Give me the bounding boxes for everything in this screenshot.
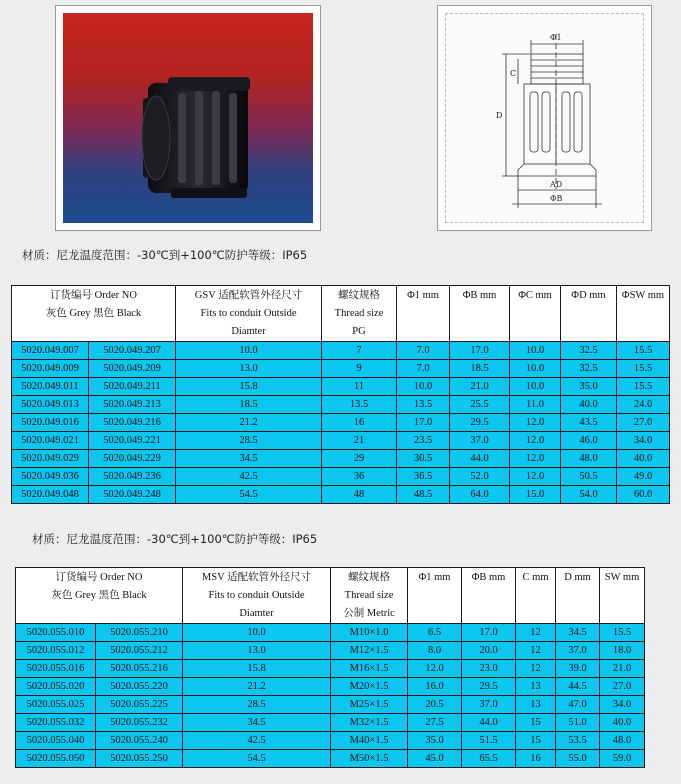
table-cell: 5020.049.016 — [12, 414, 89, 432]
header-phid: ΦD mm — [561, 286, 617, 342]
table-cell: 45.0 — [408, 750, 462, 768]
msv-spec-table — [15, 567, 645, 768]
table-cell: 48.0 — [600, 732, 645, 750]
table-cell: 10.0 — [510, 378, 561, 396]
table-cell: 20.0 — [462, 642, 516, 660]
table-cell: 53.5 — [556, 732, 600, 750]
table-cell: 5020.049.248 — [89, 486, 176, 504]
table-cell: 12.0 — [510, 414, 561, 432]
table-cell: 5020.049.011 — [12, 378, 89, 396]
table-cell: 48 — [322, 486, 397, 504]
table-cell: 64.0 — [450, 486, 510, 504]
table-cell: 44.0 — [450, 450, 510, 468]
table-cell: 5020.055.010 — [16, 624, 96, 642]
msv-table-body — [16, 624, 645, 768]
table-cell: 5020.049.009 — [12, 360, 89, 378]
table-cell: 21.0 — [600, 660, 645, 678]
table-cell: M20×1.5 — [331, 678, 408, 696]
table-cell: 10.0 — [510, 360, 561, 378]
table-cell: 40.0 — [617, 450, 670, 468]
table-row — [12, 468, 670, 486]
table-cell: 34.0 — [600, 696, 645, 714]
table-row — [16, 624, 645, 642]
table-cell: 54.5 — [176, 486, 322, 504]
table-cell: 5020.049.229 — [89, 450, 176, 468]
table-cell: 12.0 — [510, 468, 561, 486]
table-cell: 5020.055.012 — [16, 642, 96, 660]
table-row — [16, 696, 645, 714]
table-cell: 18.0 — [600, 642, 645, 660]
material-spec-msv: 材质：尼龙温度范围：-30℃到+100℃防护等级：IP65 — [32, 532, 318, 546]
table-row — [12, 432, 670, 450]
table-cell: 54.0 — [561, 486, 617, 504]
table-cell: 15.5 — [617, 342, 670, 360]
table-cell: M32×1.5 — [331, 714, 408, 732]
table-cell: 27.0 — [617, 414, 670, 432]
table-cell: 20.5 — [408, 696, 462, 714]
table-cell: 36.5 — [397, 468, 450, 486]
table-cell: 55.0 — [556, 750, 600, 768]
table-cell: 5020.049.048 — [12, 486, 89, 504]
connector-photo-graphic — [63, 13, 313, 223]
table-row — [16, 714, 645, 732]
table-cell: 39.0 — [556, 660, 600, 678]
table-cell: 13.5 — [397, 396, 450, 414]
table-row — [16, 732, 645, 750]
table-cell: 7.0 — [397, 342, 450, 360]
table-row — [12, 450, 670, 468]
table-cell: 23.0 — [462, 660, 516, 678]
table-cell: 29.5 — [450, 414, 510, 432]
header-sw: SW mm — [600, 568, 645, 624]
table-cell: 11 — [322, 378, 397, 396]
table-cell: 49.0 — [617, 468, 670, 486]
table-row — [12, 414, 670, 432]
header-conduit-size: MSV 适配软管外径尺寸 Fits to conduit Outside Diamter — [183, 568, 331, 624]
product-photo — [63, 13, 313, 223]
table-cell: 34.0 — [617, 432, 670, 450]
table-cell: 5020.049.213 — [89, 396, 176, 414]
table-cell: 54.5 — [183, 750, 331, 768]
header-phi1: Φ1 mm — [408, 568, 462, 624]
table-cell: 8.0 — [408, 642, 462, 660]
header-phisw: ΦSW mm — [617, 286, 670, 342]
table-cell: 5020.049.036 — [12, 468, 89, 486]
table-cell: 6.5 — [408, 624, 462, 642]
table-cell: 12.0 — [510, 450, 561, 468]
table-cell: M40×1.5 — [331, 732, 408, 750]
table-cell: 13 — [516, 696, 556, 714]
table-row — [12, 360, 670, 378]
table-cell: 17.0 — [397, 414, 450, 432]
table-cell: 5020.055.232 — [96, 714, 183, 732]
table-cell: 16 — [322, 414, 397, 432]
gsv-spec-table — [11, 285, 670, 504]
table-row — [12, 486, 670, 504]
table-cell: 13 — [516, 678, 556, 696]
table-cell: 16.0 — [408, 678, 462, 696]
table-cell: M16×1.5 — [331, 660, 408, 678]
table-cell: 7.0 — [397, 360, 450, 378]
header-order-no: 订货编号 Order NO 灰色 Grey 黑色 Black — [12, 286, 176, 342]
table-cell: 12 — [516, 660, 556, 678]
table-cell: 12 — [516, 642, 556, 660]
technical-drawing — [445, 13, 644, 223]
table-cell: 15.0 — [510, 486, 561, 504]
table-cell: 5020.055.240 — [96, 732, 183, 750]
table-cell: 52.0 — [450, 468, 510, 486]
technical-drawing-frame — [437, 5, 652, 231]
drawing-label-ad: AD — [550, 180, 563, 189]
material-spec-gsv: 材质：尼龙温度范围：-30℃到+100℃防护等级：IP65 — [22, 248, 308, 262]
table-cell: 18.5 — [450, 360, 510, 378]
table-cell: 5020.049.007 — [12, 342, 89, 360]
table-cell: 21.2 — [183, 678, 331, 696]
table-row — [16, 660, 645, 678]
table-cell: 10.0 — [510, 342, 561, 360]
table-cell: 5020.049.207 — [89, 342, 176, 360]
table-cell: 35.0 — [408, 732, 462, 750]
table-cell: 9 — [322, 360, 397, 378]
table-cell: 5020.055.050 — [16, 750, 96, 768]
table-cell: M12×1.5 — [331, 642, 408, 660]
table-cell: 48.5 — [397, 486, 450, 504]
table-cell: 15.5 — [600, 624, 645, 642]
table-cell: 17.0 — [462, 624, 516, 642]
table-cell: 5020.049.209 — [89, 360, 176, 378]
table-cell: 17.0 — [450, 342, 510, 360]
table-cell: 11.0 — [510, 396, 561, 414]
table-cell: 40.0 — [561, 396, 617, 414]
drawing-label-c: C — [510, 69, 517, 78]
table-cell: 5020.049.021 — [12, 432, 89, 450]
table-cell: 18.5 — [176, 396, 322, 414]
table-cell: 30.5 — [397, 450, 450, 468]
header-phib: ΦB mm — [450, 286, 510, 342]
drawing-label-phi1: Φ1 — [550, 33, 562, 42]
table-cell: 25.5 — [450, 396, 510, 414]
table-cell: 21 — [322, 432, 397, 450]
table-row — [16, 750, 645, 768]
table-cell: 65.5 — [462, 750, 516, 768]
table-cell: 29 — [322, 450, 397, 468]
table-cell: 21.0 — [450, 378, 510, 396]
drawing-label-d: D — [496, 111, 503, 120]
table-cell: 27.0 — [600, 678, 645, 696]
table-cell: 5020.055.025 — [16, 696, 96, 714]
table-row — [16, 642, 645, 660]
table-cell: 5020.055.216 — [96, 660, 183, 678]
table-cell: 34.5 — [176, 450, 322, 468]
table-cell: 5020.055.210 — [96, 624, 183, 642]
table-cell: 5020.055.032 — [16, 714, 96, 732]
table-cell: 15 — [516, 714, 556, 732]
table-cell: 51.0 — [556, 714, 600, 732]
table-cell: 5020.055.225 — [96, 696, 183, 714]
header-phi1: Φ1 mm — [397, 286, 450, 342]
table-row — [16, 678, 645, 696]
table-cell: 37.0 — [450, 432, 510, 450]
header-thread-size: 螺纹规格 Thread size PG — [322, 286, 397, 342]
table-cell: 5020.055.040 — [16, 732, 96, 750]
table-header-row — [16, 568, 645, 624]
table-cell: 15 — [516, 732, 556, 750]
table-cell: 36 — [322, 468, 397, 486]
table-cell: 10.0 — [176, 342, 322, 360]
table-cell: 13.0 — [176, 360, 322, 378]
table-cell: 34.5 — [183, 714, 331, 732]
table-cell: 15.5 — [617, 360, 670, 378]
table-cell: 32.5 — [561, 360, 617, 378]
table-cell: 5020.055.212 — [96, 642, 183, 660]
table-cell: 10.0 — [397, 378, 450, 396]
table-cell: 42.5 — [183, 732, 331, 750]
table-cell: 24.0 — [617, 396, 670, 414]
table-cell: 5020.049.216 — [89, 414, 176, 432]
table-cell: 60.0 — [617, 486, 670, 504]
table-cell: M50×1.5 — [331, 750, 408, 768]
gsv-table-body — [12, 342, 670, 504]
header-phic: ΦC mm — [510, 286, 561, 342]
table-cell: 5020.055.220 — [96, 678, 183, 696]
table-cell: 5020.049.211 — [89, 378, 176, 396]
table-cell: 15.5 — [617, 378, 670, 396]
table-cell: 32.5 — [561, 342, 617, 360]
table-cell: 50.5 — [561, 468, 617, 486]
table-cell: 13.5 — [322, 396, 397, 414]
table-cell: 44.0 — [462, 714, 516, 732]
table-cell: 5020.055.250 — [96, 750, 183, 768]
header-thread-size: 螺纹规格 Thread size 公制 Metric — [331, 568, 408, 624]
table-cell: 5020.049.236 — [89, 468, 176, 486]
table-cell: 13.0 — [183, 642, 331, 660]
table-cell: 59.0 — [600, 750, 645, 768]
header-c: C mm — [516, 568, 556, 624]
table-cell: 28.5 — [176, 432, 322, 450]
table-cell: 27.5 — [408, 714, 462, 732]
table-cell: 40.0 — [600, 714, 645, 732]
table-cell: 5020.049.029 — [12, 450, 89, 468]
table-cell: 37.0 — [556, 642, 600, 660]
table-cell: 42.5 — [176, 468, 322, 486]
table-cell: 44.5 — [556, 678, 600, 696]
table-cell: 5020.049.013 — [12, 396, 89, 414]
table-cell: 5020.055.020 — [16, 678, 96, 696]
table-cell: 12.0 — [408, 660, 462, 678]
header-d: D mm — [556, 568, 600, 624]
table-cell: 10.0 — [183, 624, 331, 642]
table-cell: 28.5 — [183, 696, 331, 714]
table-cell: 29.5 — [462, 678, 516, 696]
drawing-label-phib: ΦB — [550, 194, 563, 203]
table-cell: 35.0 — [561, 378, 617, 396]
table-cell: M25×1.5 — [331, 696, 408, 714]
table-cell: 12.0 — [510, 432, 561, 450]
table-cell: 37.0 — [462, 696, 516, 714]
table-cell: 15.8 — [176, 378, 322, 396]
table-row — [12, 396, 670, 414]
table-cell: 15.8 — [183, 660, 331, 678]
header-conduit-size: GSV 适配软管外径尺寸 Fits to conduit Outside Diamter — [176, 286, 322, 342]
table-row — [12, 342, 670, 360]
table-header-row — [12, 286, 670, 342]
table-cell: 21.2 — [176, 414, 322, 432]
table-cell: 23.5 — [397, 432, 450, 450]
connector-drawing-graphic — [446, 14, 645, 224]
table-cell: 34.5 — [556, 624, 600, 642]
table-cell: 51.5 — [462, 732, 516, 750]
table-cell: 7 — [322, 342, 397, 360]
table-cell: 16 — [516, 750, 556, 768]
table-cell: 48.0 — [561, 450, 617, 468]
table-cell: 5020.049.221 — [89, 432, 176, 450]
header-phib: ΦB mm — [462, 568, 516, 624]
table-cell: 5020.055.016 — [16, 660, 96, 678]
table-cell: 12 — [516, 624, 556, 642]
table-cell: 46.0 — [561, 432, 617, 450]
product-photo-frame — [55, 5, 321, 231]
header-order-no: 订货编号 Order NO 灰色 Grey 黑色 Black — [16, 568, 183, 624]
table-cell: 43.5 — [561, 414, 617, 432]
table-cell: M10×1.0 — [331, 624, 408, 642]
table-row — [12, 378, 670, 396]
table-cell: 47.0 — [556, 696, 600, 714]
